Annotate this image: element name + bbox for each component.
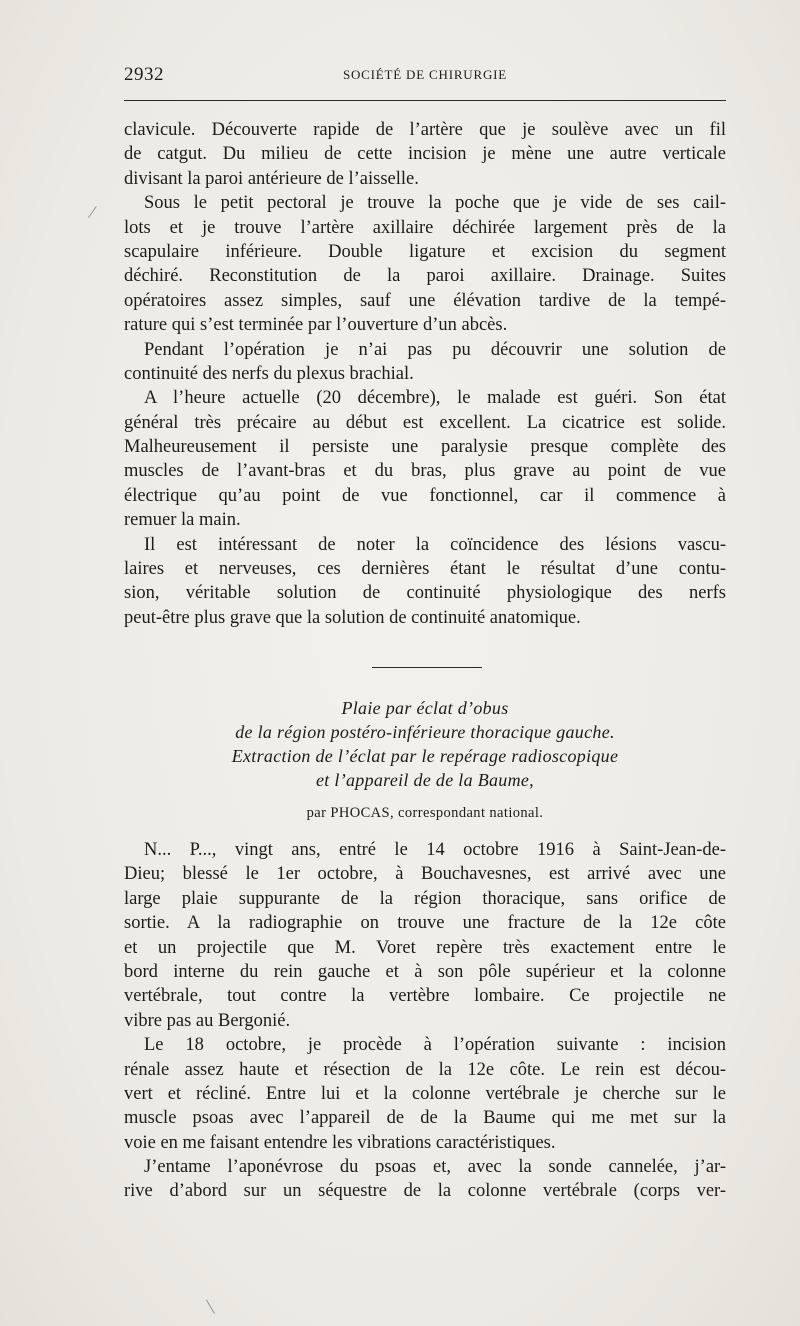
text-line: J’entame l’aponévrose du psoas et, avec la sonde cannelée, j’ar- [144, 1157, 726, 1178]
text-line: rive d’abord sur un séquestre de la colonne vertébrale (corps ver- [124, 1181, 726, 1202]
section-divider [372, 667, 482, 668]
header-rule [124, 100, 726, 101]
text-line: remuer la main. [124, 510, 241, 531]
article-title [124, 696, 726, 792]
title-line: et l’appareil de de la Baume, [316, 770, 534, 790]
text-line: déchiré. Reconstitution de la paroi axillaire. Drainage. Suites [124, 266, 726, 287]
text-line: général très précaire au début est excellent. La cicatrice est solide. [124, 412, 726, 433]
text-line: bord interne du rein gauche et à son pôle supérieur et la colonne [124, 961, 726, 982]
text-line: Pendant l’opération je n’ai pas pu découvrir une solution de [144, 339, 726, 360]
text-line: Sous le petit pectoral je trouve la poche que je vide de ses cail- [144, 193, 726, 214]
margin-mark [206, 1300, 215, 1314]
title-line: Plaie par éclat d’obus [341, 698, 509, 718]
text-line: sortie. A la radiographie on trouve une fracture de la 12e côte [124, 913, 726, 934]
text-line: Le 18 octobre, je procède à l’opération suivante : incision [144, 1035, 726, 1056]
title-line: de la région postéro-inférieure thoracique gauche. [235, 722, 615, 742]
text-line: opératoires assez simples, sauf une élévation tardive de la tempé- [124, 290, 726, 311]
text-line: voie en me faisant entendre les vibrations caractéristiques. [124, 1132, 556, 1153]
text-line: A l’heure actuelle (20 décembre), le malade est guéri. Son état [144, 388, 726, 409]
text-line: clavicule. Découverte rapide de l’artère que je soulève avec un fil [124, 120, 726, 140]
text-line: scapulaire inférieure. Double ligature et excision du segment [124, 241, 726, 262]
text-line: Dieu; blessé le 1er octobre, à Bouchavesnes, est arrivé avec une [124, 864, 726, 885]
text-line: et un projectile que M. Voret repère très exactement entre le [124, 937, 726, 958]
text-line: vert et récliné. Entre lui et la colonne vertébrale je cherche sur le [124, 1083, 726, 1104]
text-line: muscle psoas avec l’appareil de de la Baume qui me met sur la [124, 1108, 726, 1129]
text-line: électrique qu’au point de vue fonctionnel, car il commence à [124, 485, 726, 506]
text-line: sion, véritable solution de continuité physiologique des nerfs [124, 583, 726, 604]
text-line: rénale assez haute et résection de la 12e côte. Le rein est décou- [124, 1059, 726, 1080]
text-line: Il est intéressant de noter la coïncidence des lésions vascu- [144, 534, 726, 555]
text-line: vibre pas au Bergonié. [124, 1010, 291, 1031]
text-line: lots et je trouve l’artère axillaire déchirée largement près de la [124, 217, 726, 238]
text-line: peut-être plus grave que la solution de continuité anatomique. [124, 607, 581, 628]
text-line: laires et nerveuses, ces dernières étant le résultat d’une contu- [124, 559, 726, 580]
text-line: N... P..., vingt ans, entré le 14 octobre 1916 à Saint-Jean-de- [144, 840, 726, 860]
text-line: Malheureusement il persiste une paralysie presque complète des [124, 437, 726, 458]
running-head: SOCIÉTÉ DE CHIRURGIE [342, 67, 508, 82]
margin-mark [88, 206, 97, 218]
text-line: vertébrale, tout contre la vertèbre lombaire. Ce projectile ne [124, 986, 726, 1007]
text-line: divisant la paroi antérieure de l’aisselle. [124, 168, 419, 189]
text-line: large plaie suppurante de la région thoracique, sans orifice de [124, 888, 726, 909]
page-number: 2932 [124, 64, 164, 85]
section-2-text [124, 838, 726, 1204]
text-line: de catgut. Du milieu de cette incision je mène une autre verticale [124, 144, 726, 165]
page-header [124, 64, 726, 88]
byline: par PHOCAS, correspondant national. [306, 805, 544, 821]
section-1-text [124, 118, 726, 630]
text-line: muscles de l’avant-bras et du bras, plus grave au point de vue [124, 461, 726, 482]
text-line: continuité des nerfs du plexus brachial. [124, 363, 414, 384]
text-line: rature qui s’est terminée par l’ouverture d’un abcès. [124, 315, 508, 336]
title-line: Extraction de l’éclat par le repérage radioscopique [231, 746, 619, 766]
